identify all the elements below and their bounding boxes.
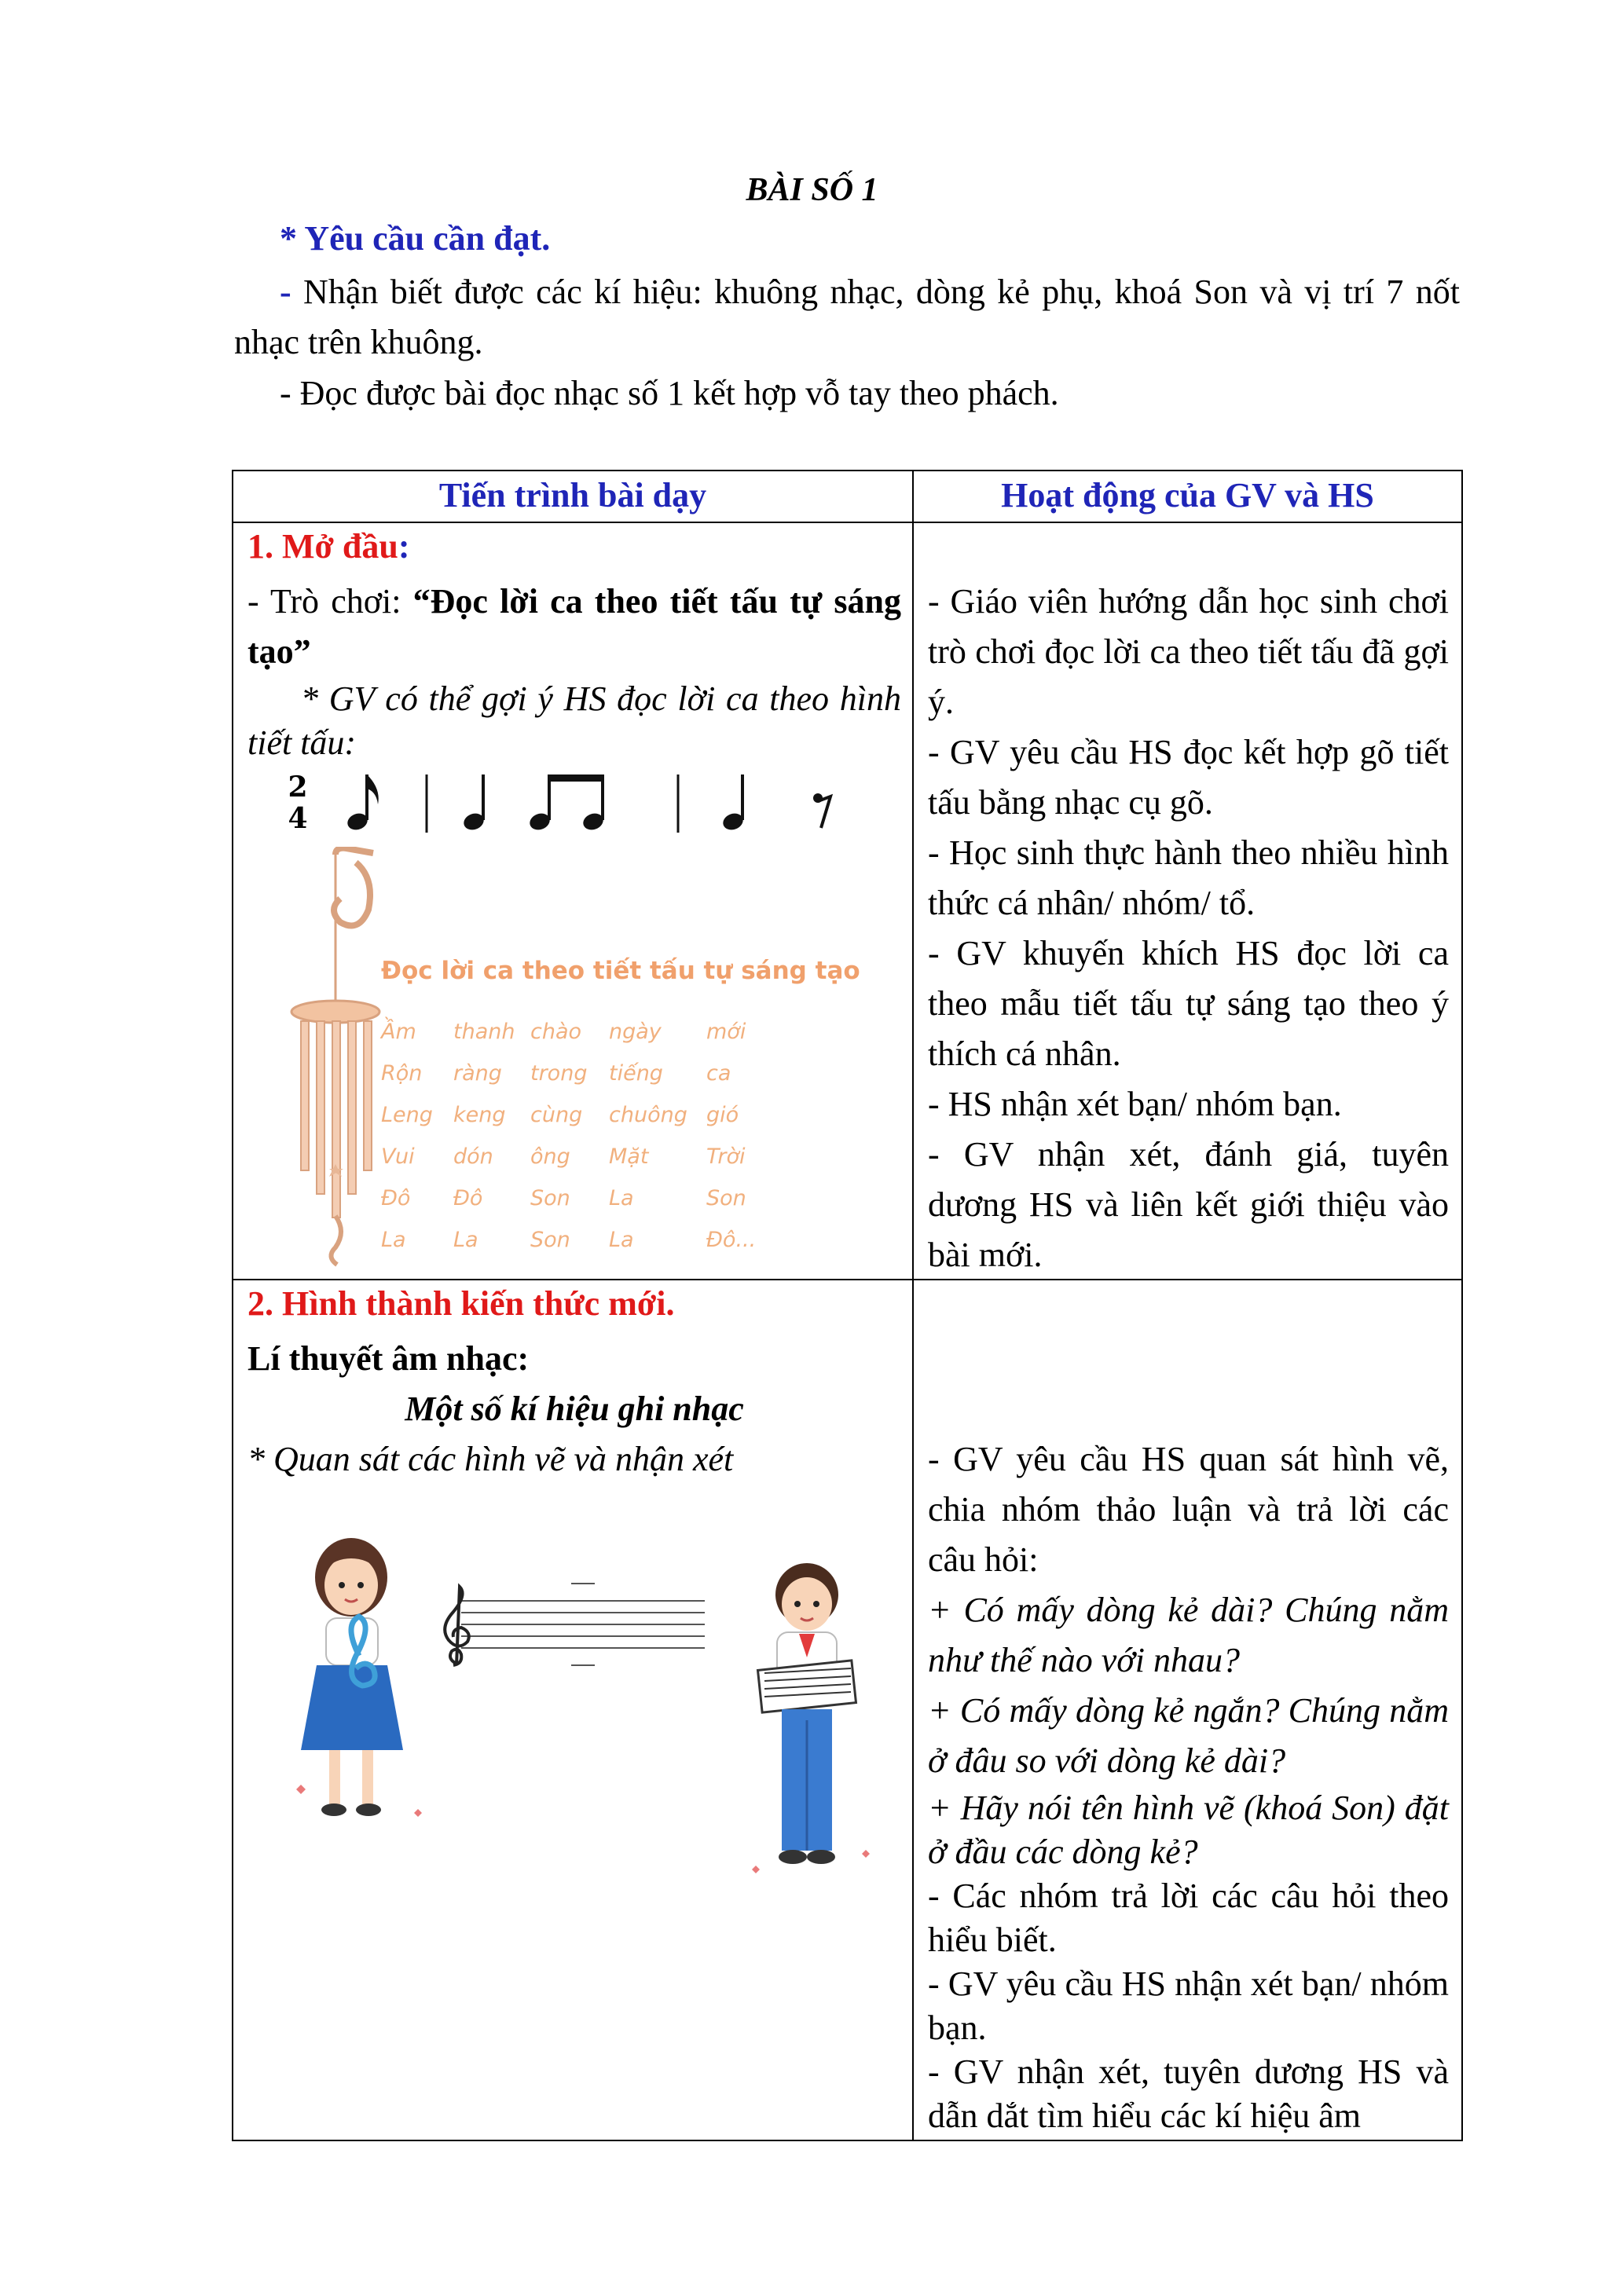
poem-word: ông	[530, 1144, 570, 1169]
observe-instruction: * Quan sát các hình vẽ và nhận xét	[247, 1440, 734, 1478]
game-prefix: - Trò chơi:	[247, 582, 413, 621]
poem-word: ngày	[609, 1020, 662, 1044]
poem-word: Son	[530, 1186, 570, 1210]
row2-left-cell	[233, 1280, 913, 2140]
poem-word: Mặt	[609, 1144, 649, 1169]
poem-word: Vui	[381, 1144, 415, 1169]
requirement-dash: -	[280, 273, 291, 311]
activity-item: - HS nhận xét bạn/ nhóm bạn.	[928, 1085, 1342, 1123]
row1-right-cell	[913, 522, 1462, 1280]
poem-word: ca	[706, 1061, 731, 1086]
poem-box	[381, 957, 860, 1252]
requirement-item-2: - Đọc được bài đọc nhạc số 1 kết hợp vỗ tay theo phách.	[280, 374, 1059, 412]
quarter-note-icon	[461, 774, 486, 833]
poem-word: Son	[706, 1186, 746, 1210]
poem-grid	[381, 1020, 860, 1252]
girl-illustration	[280, 1530, 438, 1844]
poem-word: ràng	[453, 1061, 502, 1086]
activity-item: - Giáo viên hướng dẫn học sinh chơi trò chơi đọc lời ca theo tiết tấu đã gợi ý.	[928, 582, 1449, 721]
row2-right-cell	[913, 1280, 1462, 2140]
poem-word: chào	[530, 1020, 582, 1044]
activity-item: - GV yêu cầu HS đọc kết hợp gõ tiết tấu bằng nhạc cụ gõ.	[928, 733, 1449, 822]
poem-word: thanh	[453, 1020, 515, 1044]
row1-left-cell	[233, 522, 913, 1280]
poem-word: La	[609, 1186, 634, 1210]
activity-item: - GV yêu cầu HS quan sát hình vẽ, chia nhóm thảo luận và trả lời các câu hỏi:	[928, 1440, 1449, 1579]
question-item: + Hãy nói tên hình vẽ (khoá Son) đặt ở đầu các dòng kẻ?	[928, 1789, 1449, 1871]
lesson-table	[232, 470, 1463, 2141]
poem-word: trong	[530, 1061, 588, 1086]
question-item: + Có mấy dòng kẻ ngắn? Chúng nằm ở đâu so với dòng kẻ dài?	[928, 1691, 1449, 1780]
time-signature-top: 2	[288, 771, 308, 804]
row1-activities	[928, 577, 1449, 1280]
requirements-heading: * Yêu cầu cần đạt.	[280, 219, 551, 258]
header-lesson-progress: Tiến trình bài dạy	[233, 471, 913, 522]
activity-item: - GV nhận xét, tuyên dương HS và dẫn dắt tìm hiểu các kí hiệu âm	[928, 2052, 1449, 2135]
poem-word: Ầm	[381, 1020, 416, 1044]
poem-word: gió	[706, 1103, 739, 1127]
poem-word: Leng	[381, 1103, 433, 1127]
poem-title: Đọc lời ca theo tiết tấu tự sáng tạo	[381, 957, 860, 985]
music-staff-icon	[430, 1577, 713, 1672]
game-name: “Đọc lời ca theo tiết tấu tự sáng tạo”	[247, 582, 901, 671]
poem-word: keng	[453, 1103, 506, 1127]
poem-word: tiếng	[609, 1061, 663, 1086]
beamed-eighth-notes-icon	[527, 774, 605, 833]
requirement-item-1	[234, 267, 1460, 368]
poem-word: mới	[706, 1020, 746, 1044]
activity-item: - GV nhận xét, đánh giá, tuyên dương HS và liên kết giới thiệu vào bài mới.	[928, 1135, 1449, 1274]
eighth-note-icon	[345, 774, 378, 833]
section-title-intro	[247, 526, 410, 566]
activity-item: - GV yêu cầu HS nhận xét bạn/ nhóm bạn.	[928, 1965, 1449, 2047]
poem-word: Đô	[453, 1186, 483, 1210]
table-row	[233, 1280, 1462, 2140]
header-activities: Hoạt động của GV và HS	[913, 471, 1462, 522]
wind-chime-icon	[280, 847, 390, 1271]
poem-word: Đô	[381, 1186, 411, 1210]
poem-word: chuông	[609, 1103, 687, 1127]
poem-word: La	[609, 1228, 634, 1252]
activity-item: - GV khuyến khích HS đọc lời ca theo mẫu tiết tấu tự sáng tạo theo ý thích cá nhân.	[928, 934, 1449, 1073]
section-title-text: 1. Mở đầu	[247, 527, 398, 566]
question-item: + Có mấy dòng kẻ dài? Chúng nằm như thế nào với nhau?	[928, 1591, 1449, 1679]
poem-word: Rộn	[381, 1061, 423, 1086]
activity-item: - Học sinh thực hành theo nhiều hình thức cá nhân/ nhóm/ tổ.	[928, 833, 1449, 922]
poem-word: Đô...	[706, 1228, 757, 1252]
time-signature-bottom: 4	[288, 802, 308, 835]
poem-word: La	[381, 1228, 406, 1252]
music-theory-subtitle: Lí thuyết âm nhạc:	[247, 1339, 530, 1378]
requirement-item-1-text: Nhận biết được các kí hiệu: khuông nhạc, dòng kẻ phụ, khoá Son và vị trí 7 nốt nhạc trên khuông.	[234, 273, 1460, 361]
poem-word: dón	[453, 1144, 493, 1169]
section-colon: :	[398, 527, 410, 566]
table-header-row	[233, 471, 1462, 522]
game-description	[247, 577, 901, 677]
quarter-note-icon	[720, 774, 745, 833]
poem-word: Son	[530, 1228, 570, 1252]
teacher-hint: * GV có thể gợi ý HS đọc lời ca theo hình tiết tấu:	[247, 679, 901, 762]
activity-item: - Các nhóm trả lời các câu hỏi theo hiểu biết.	[928, 1877, 1449, 1959]
music-staff-icon	[758, 1661, 856, 1712]
boy-illustration	[736, 1555, 893, 1893]
treble-clef-icon	[445, 1587, 469, 1665]
table-row	[233, 522, 1462, 1280]
topic-title: Một số kí hiệu ghi nhạc	[405, 1390, 744, 1428]
poem-word: La	[453, 1228, 478, 1252]
section-title-new-knowledge: 2. Hình thành kiến thức mới.	[247, 1284, 675, 1323]
rhythm-pattern	[280, 765, 878, 840]
row2-activities	[928, 1434, 1449, 2138]
page-title: BÀI SỐ 1	[746, 172, 878, 208]
poem-word: Trời	[706, 1144, 746, 1169]
poem-word: cùng	[530, 1103, 583, 1127]
eighth-rest-icon	[813, 793, 830, 828]
